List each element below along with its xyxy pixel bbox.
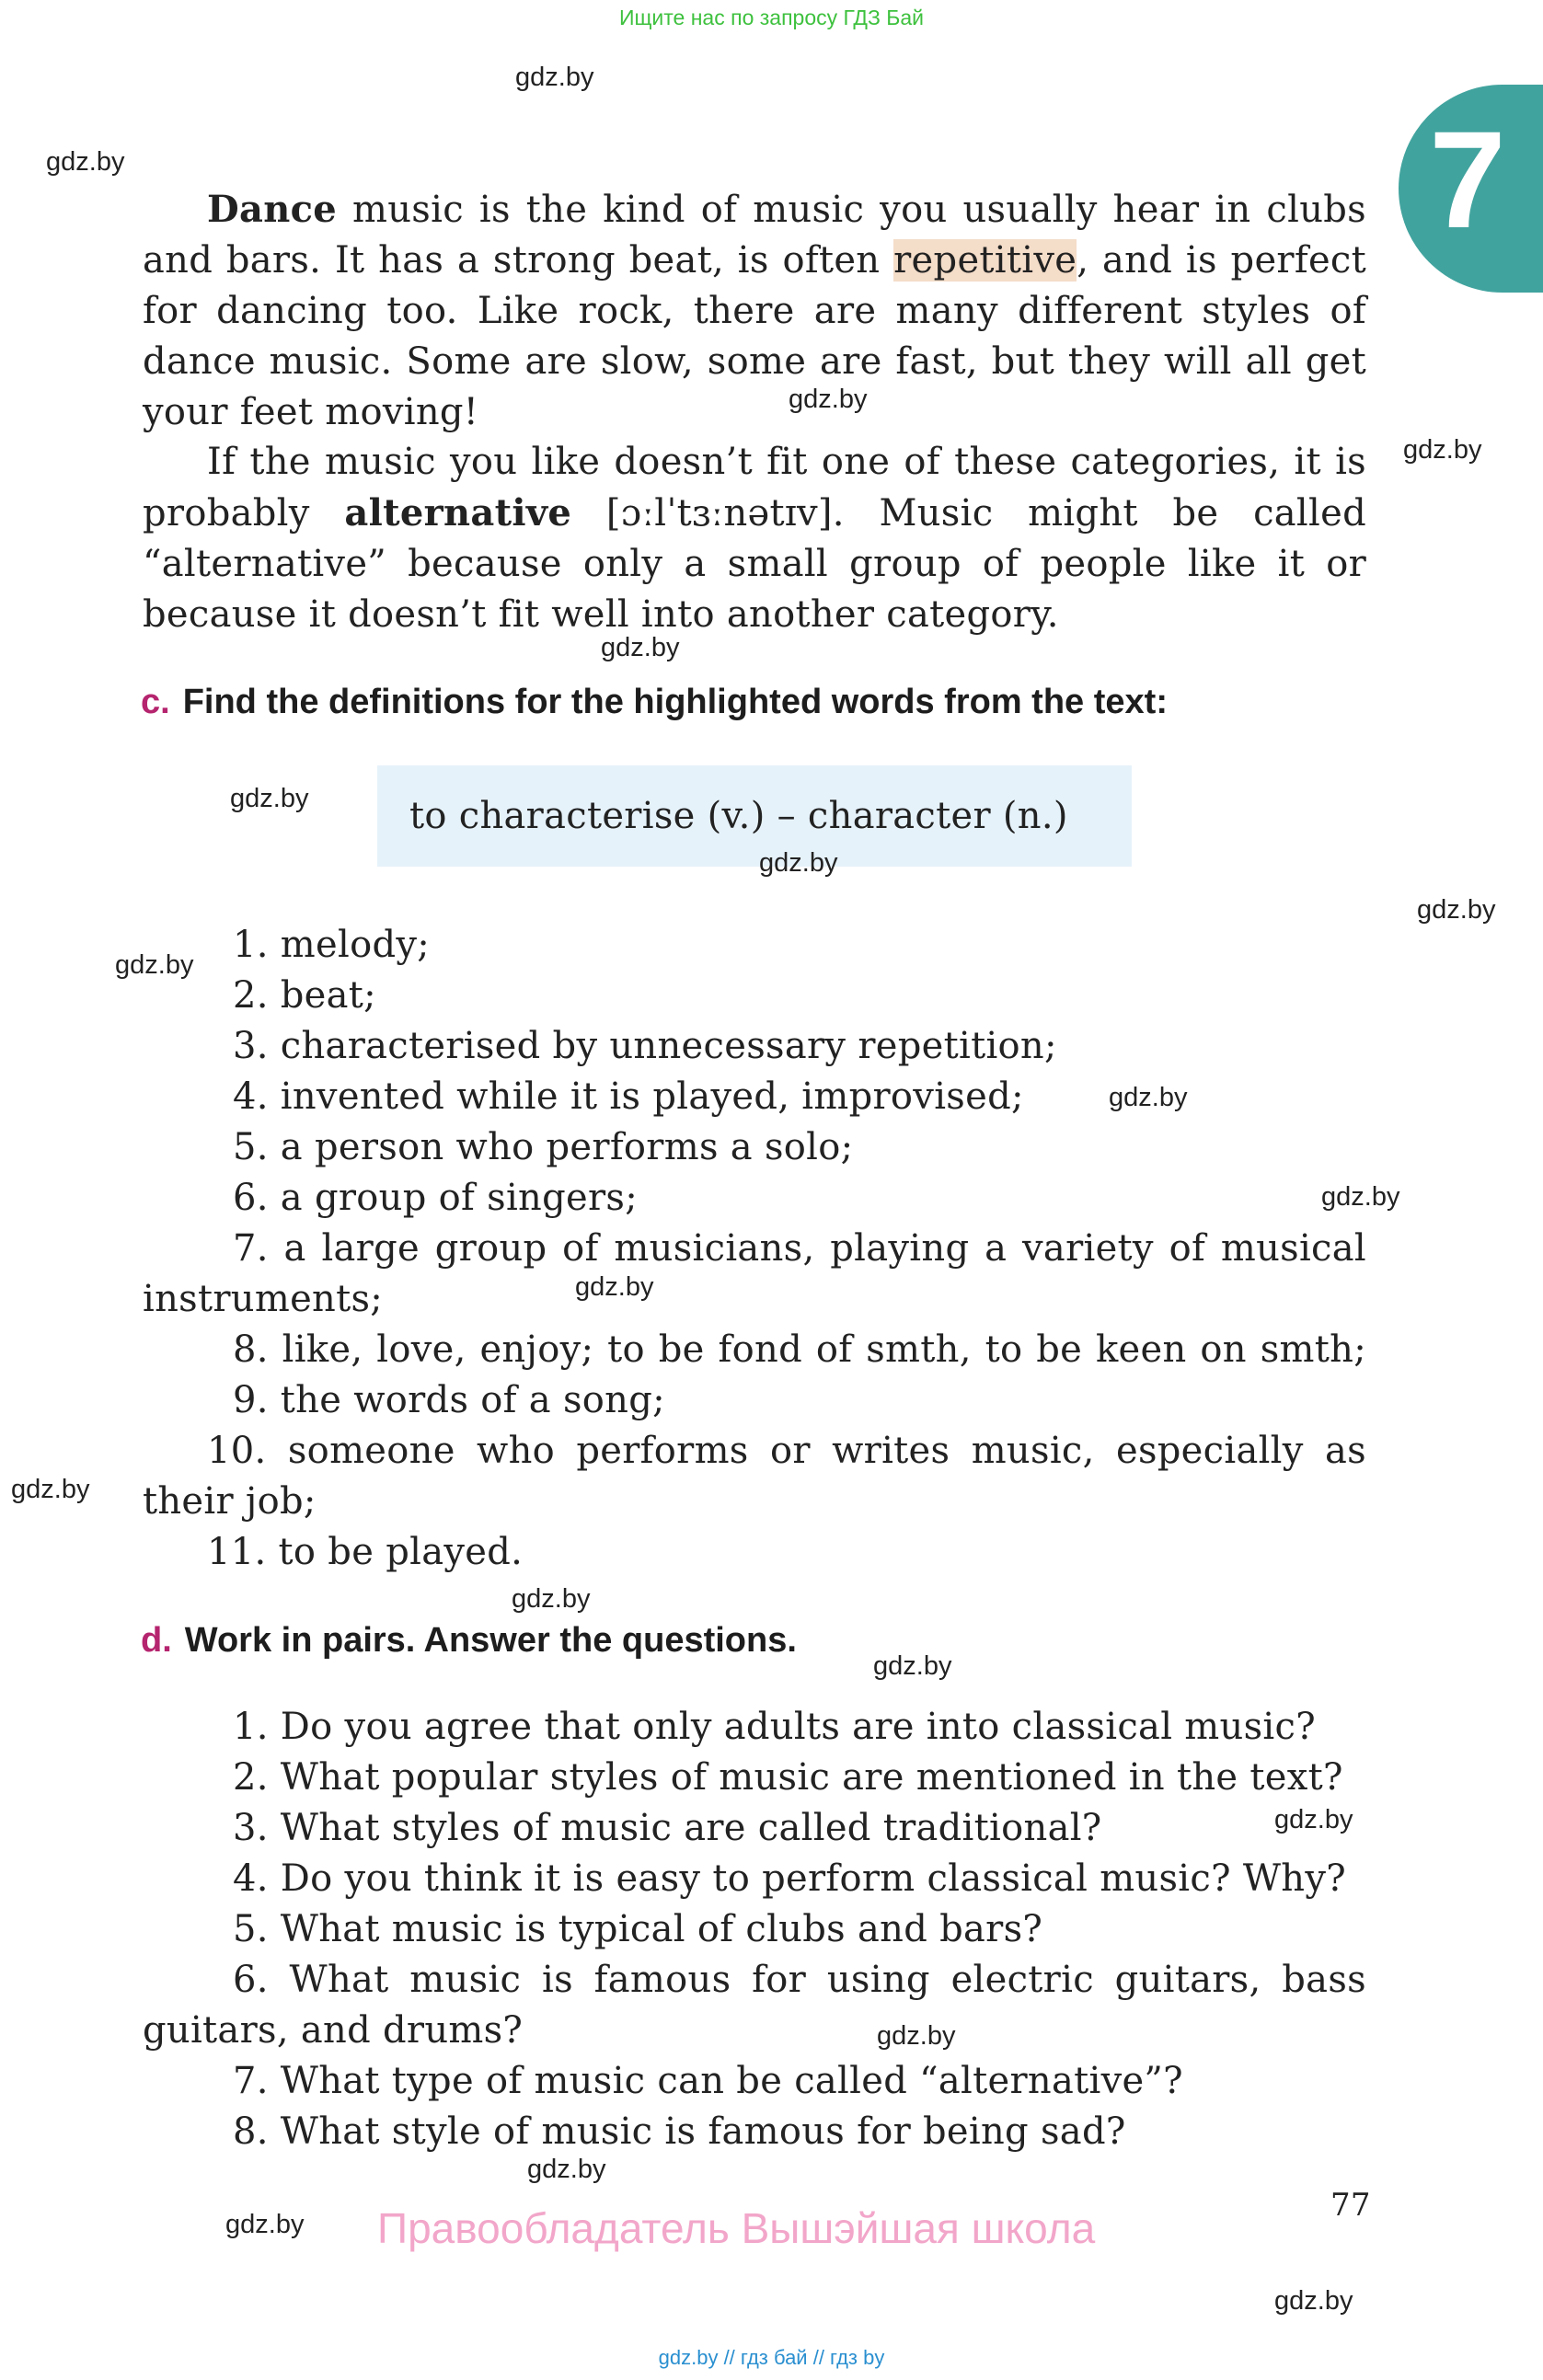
question-item: 7. What type of music can be called “alternative”? <box>233 2060 1183 2102</box>
watermark: gdz.by <box>873 1651 952 1681</box>
definition-item: 6. a group of singers; <box>233 1177 639 1219</box>
watermark: gdz.by <box>11 1475 90 1504</box>
watermark: gdz.by <box>46 147 125 177</box>
definition-item: 8. like, love, enjoy; to be fond of smth, to be keen on smth; <box>233 1328 1366 1371</box>
task-d-instruction: Work in pairs. Answer the questions. <box>184 1621 797 1660</box>
question-item: 1. Do you agree that only adults are into classical music? <box>233 1706 1316 1748</box>
question-item-continued: guitars, and drums? <box>143 2009 524 2052</box>
paragraph-alternative <box>143 437 1366 640</box>
watermark: gdz.by <box>759 848 838 878</box>
copyright-notice: Правообладатель Вышэйшая школа <box>377 2204 1096 2252</box>
task-c-letter: c. <box>141 683 170 721</box>
task-d-heading <box>141 1621 797 1661</box>
page-number: 77 <box>1330 2187 1371 2224</box>
definition-item: 9. the words of a song; <box>233 1379 665 1421</box>
watermark: gdz.by <box>1274 1805 1353 1834</box>
alt-text-1: If the music you like doesn’t fit one of these categories, it is probably <box>143 441 1366 535</box>
watermark: gdz.by <box>877 2021 956 2051</box>
question-item: 3. What styles of music are called traditional? <box>233 1807 1102 1849</box>
definition-item: 2. beat; <box>233 974 376 1017</box>
question-item: 6. What music is famous for using electric guitars, bass <box>233 1959 1366 2001</box>
watermark: gdz.by <box>515 63 594 92</box>
watermark: gdz.by <box>1109 1083 1188 1112</box>
definition-item: 1. melody; <box>233 924 431 966</box>
question-item: 4. Do you think it is easy to perform classical music? Why? <box>233 1857 1346 1900</box>
watermark: gdz.by <box>225 2210 305 2239</box>
task-c-instruction: Find the definitions for the highlighted words from the text: <box>182 683 1168 721</box>
watermark: gdz.by <box>601 633 680 662</box>
watermark: gdz.by <box>1403 435 1482 465</box>
chapter-number: 7 <box>1429 102 1506 257</box>
highlighted-word-repetitive: repetitive <box>893 239 1077 282</box>
definition-item: 5. a person who performs a solo; <box>233 1126 854 1168</box>
watermark: gdz.by <box>230 784 309 813</box>
top-banner: Ищите нас по запросу ГДЗ Бай <box>618 6 925 29</box>
watermark: gdz.by <box>1274 2286 1353 2316</box>
question-item: 5. What music is typical of clubs and bars? <box>233 1908 1043 1950</box>
dance-term: Dance <box>207 188 337 231</box>
task-d-letter: d. <box>141 1621 172 1660</box>
watermark: gdz.by <box>1417 895 1496 925</box>
question-item: 2. What popular styles of music are mentioned in the text? <box>233 1756 1343 1799</box>
definition-item-continued: their job; <box>143 1480 317 1523</box>
definition-item: 11. to be played. <box>207 1531 524 1573</box>
question-item: 8. What style of music is famous for being sad? <box>233 2110 1126 2153</box>
alt-text-2: [ɔːlˈtɜːnətɪv]. Music might be called “alternative” because only a small group of people like it or because it doesn’t fit well into another category. <box>143 492 1366 636</box>
bottom-banner: gdz.by // гдз бай // гдз by <box>658 2346 885 2369</box>
paragraph-dance <box>143 184 1366 438</box>
watermark: gdz.by <box>1321 1182 1400 1212</box>
definition-item-continued: instruments; <box>143 1278 384 1320</box>
watermark: gdz.by <box>575 1272 654 1302</box>
watermark: gdz.by <box>789 385 868 414</box>
definition-item: 7. a large group of musicians, playing a variety of musical <box>233 1227 1366 1270</box>
dance-text-2: , and is perfect for dancing too. Like rock, there are many different styles of dance music. Some are slow, some are fast, but they will all get your feet moving! <box>143 239 1366 433</box>
watermark: gdz.by <box>115 950 194 980</box>
watermark: gdz.by <box>527 2155 606 2184</box>
dance-text-1: music is the kind of music you usually hear in clubs and bars. It has a strong beat, is often <box>143 189 1366 282</box>
definition-item: 3. characterised by unnecessary repetition; <box>233 1025 1057 1067</box>
definition-item: 4. invented while it is played, improvised; <box>233 1075 1024 1118</box>
example-text: to characterise (v.) – character (n.) <box>409 795 1068 837</box>
definition-item: 10. someone who performs or writes music, especially as <box>207 1430 1366 1472</box>
watermark: gdz.by <box>512 1584 591 1614</box>
alternative-term: alternative <box>344 491 572 535</box>
task-c-heading <box>141 683 1168 722</box>
